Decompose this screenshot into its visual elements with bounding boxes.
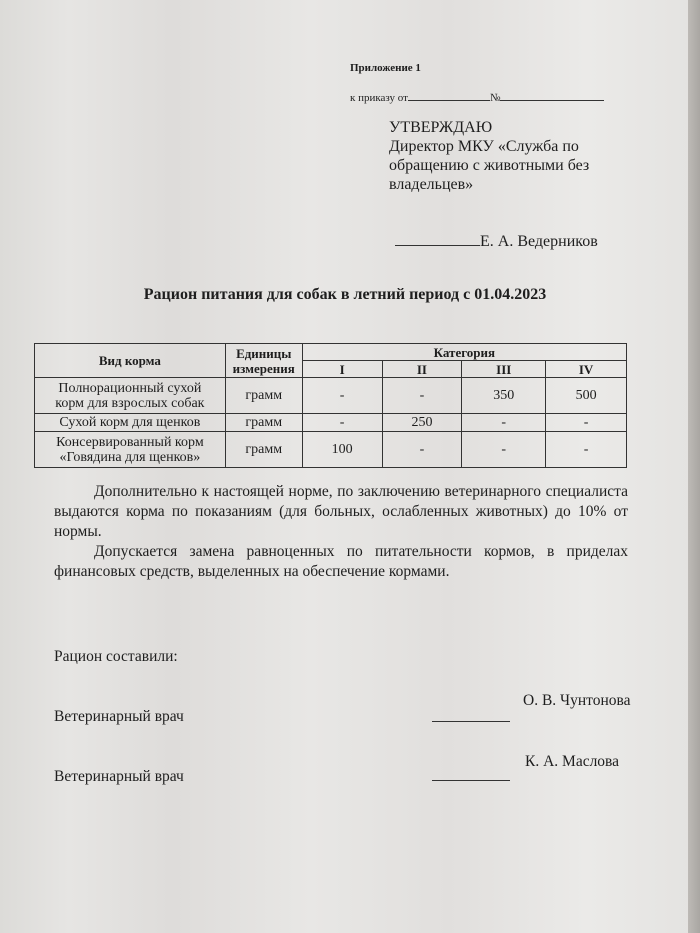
number-sign: № <box>489 92 501 104</box>
value-cell: - <box>382 432 462 468</box>
signer-position: Ветеринарный врач <box>54 708 184 725</box>
food-type-cell <box>35 378 226 414</box>
signature-blank <box>395 245 480 246</box>
approval-title: УТВЕРЖДАЮ <box>389 119 493 136</box>
approval-position-line: обращению с животными без <box>389 157 590 174</box>
note-paragraph: Дополнительно к настоящей норме, по заключению ветеринарного специалиста выдаются корма по показаниям (для больных, ослабленных животных) до 10% от нормы. <box>54 483 628 540</box>
food-type-cell: Сухой корм для щенков <box>35 414 226 432</box>
document-title: Рацион питания для собак в летний период с 01.04.2023 <box>143 286 547 303</box>
approval-position-line: Директор МКУ «Служба по <box>389 138 579 155</box>
approval-position-line: владельцев» <box>389 176 474 193</box>
signer-signature-line <box>432 709 510 727</box>
food-type-cell <box>35 432 226 468</box>
appendix-label: Приложение 1 <box>350 62 421 74</box>
header-units-line: Единицы <box>236 345 292 361</box>
header-food-type: Вид корма <box>35 344 226 378</box>
approval-signatory: Е. А. Ведерников <box>480 233 598 250</box>
signer-position: Ветеринарный врач <box>54 768 184 785</box>
signature-blank <box>432 780 510 781</box>
notes-block <box>54 482 628 582</box>
header-category-i: I <box>302 361 382 378</box>
food-type-line: корм для взрослых собак <box>55 395 205 411</box>
value-cell: - <box>462 432 546 468</box>
value-cell: 250 <box>382 414 462 432</box>
food-type-line: «Говядина для щенков» <box>59 449 201 465</box>
note-paragraph: Допускается замена равноценных по питательности кормов, в приделах финансовых средств, выделенных на обеспечение кормами. <box>54 543 628 580</box>
table-row <box>35 378 627 414</box>
approval-block <box>389 118 629 194</box>
signer-signature-line <box>432 768 510 786</box>
value-cell: - <box>382 378 462 414</box>
signer-name: К. А. Маслова <box>525 753 620 770</box>
header-units <box>225 344 302 378</box>
table-header-row <box>35 344 627 361</box>
unit-cell: грамм <box>225 378 302 414</box>
unit-cell: грамм <box>225 432 302 468</box>
order-reference <box>350 92 604 104</box>
ration-table <box>34 343 627 468</box>
unit-cell: грамм <box>225 414 302 432</box>
order-prefix: к приказу от <box>350 92 408 104</box>
order-date-blank <box>408 100 490 101</box>
value-cell: - <box>546 432 627 468</box>
food-type-line: Полнорационный сухой <box>58 380 202 396</box>
value-cell: 500 <box>546 378 627 414</box>
value-cell: - <box>462 414 546 432</box>
signature-blank <box>432 721 510 722</box>
header-category-iv: IV <box>546 361 627 378</box>
compiled-by-label: Рацион составили: <box>54 648 178 665</box>
signer-name: О. В. Чунтонова <box>523 692 631 709</box>
food-type-line: Консервированный корм <box>56 434 204 450</box>
header-category-iii: III <box>462 361 546 378</box>
approval-signature <box>395 233 598 251</box>
value-cell: - <box>302 414 382 432</box>
page-edge-shadow <box>688 0 700 933</box>
table-row <box>35 432 627 468</box>
header-category-ii: II <box>382 361 462 378</box>
header-units-line: измерения <box>232 360 295 376</box>
order-number-blank <box>500 100 604 101</box>
value-cell: 100 <box>302 432 382 468</box>
table-row <box>35 414 627 432</box>
value-cell: 350 <box>462 378 546 414</box>
value-cell: - <box>546 414 627 432</box>
value-cell: - <box>302 378 382 414</box>
header-category: Категория <box>302 344 626 361</box>
